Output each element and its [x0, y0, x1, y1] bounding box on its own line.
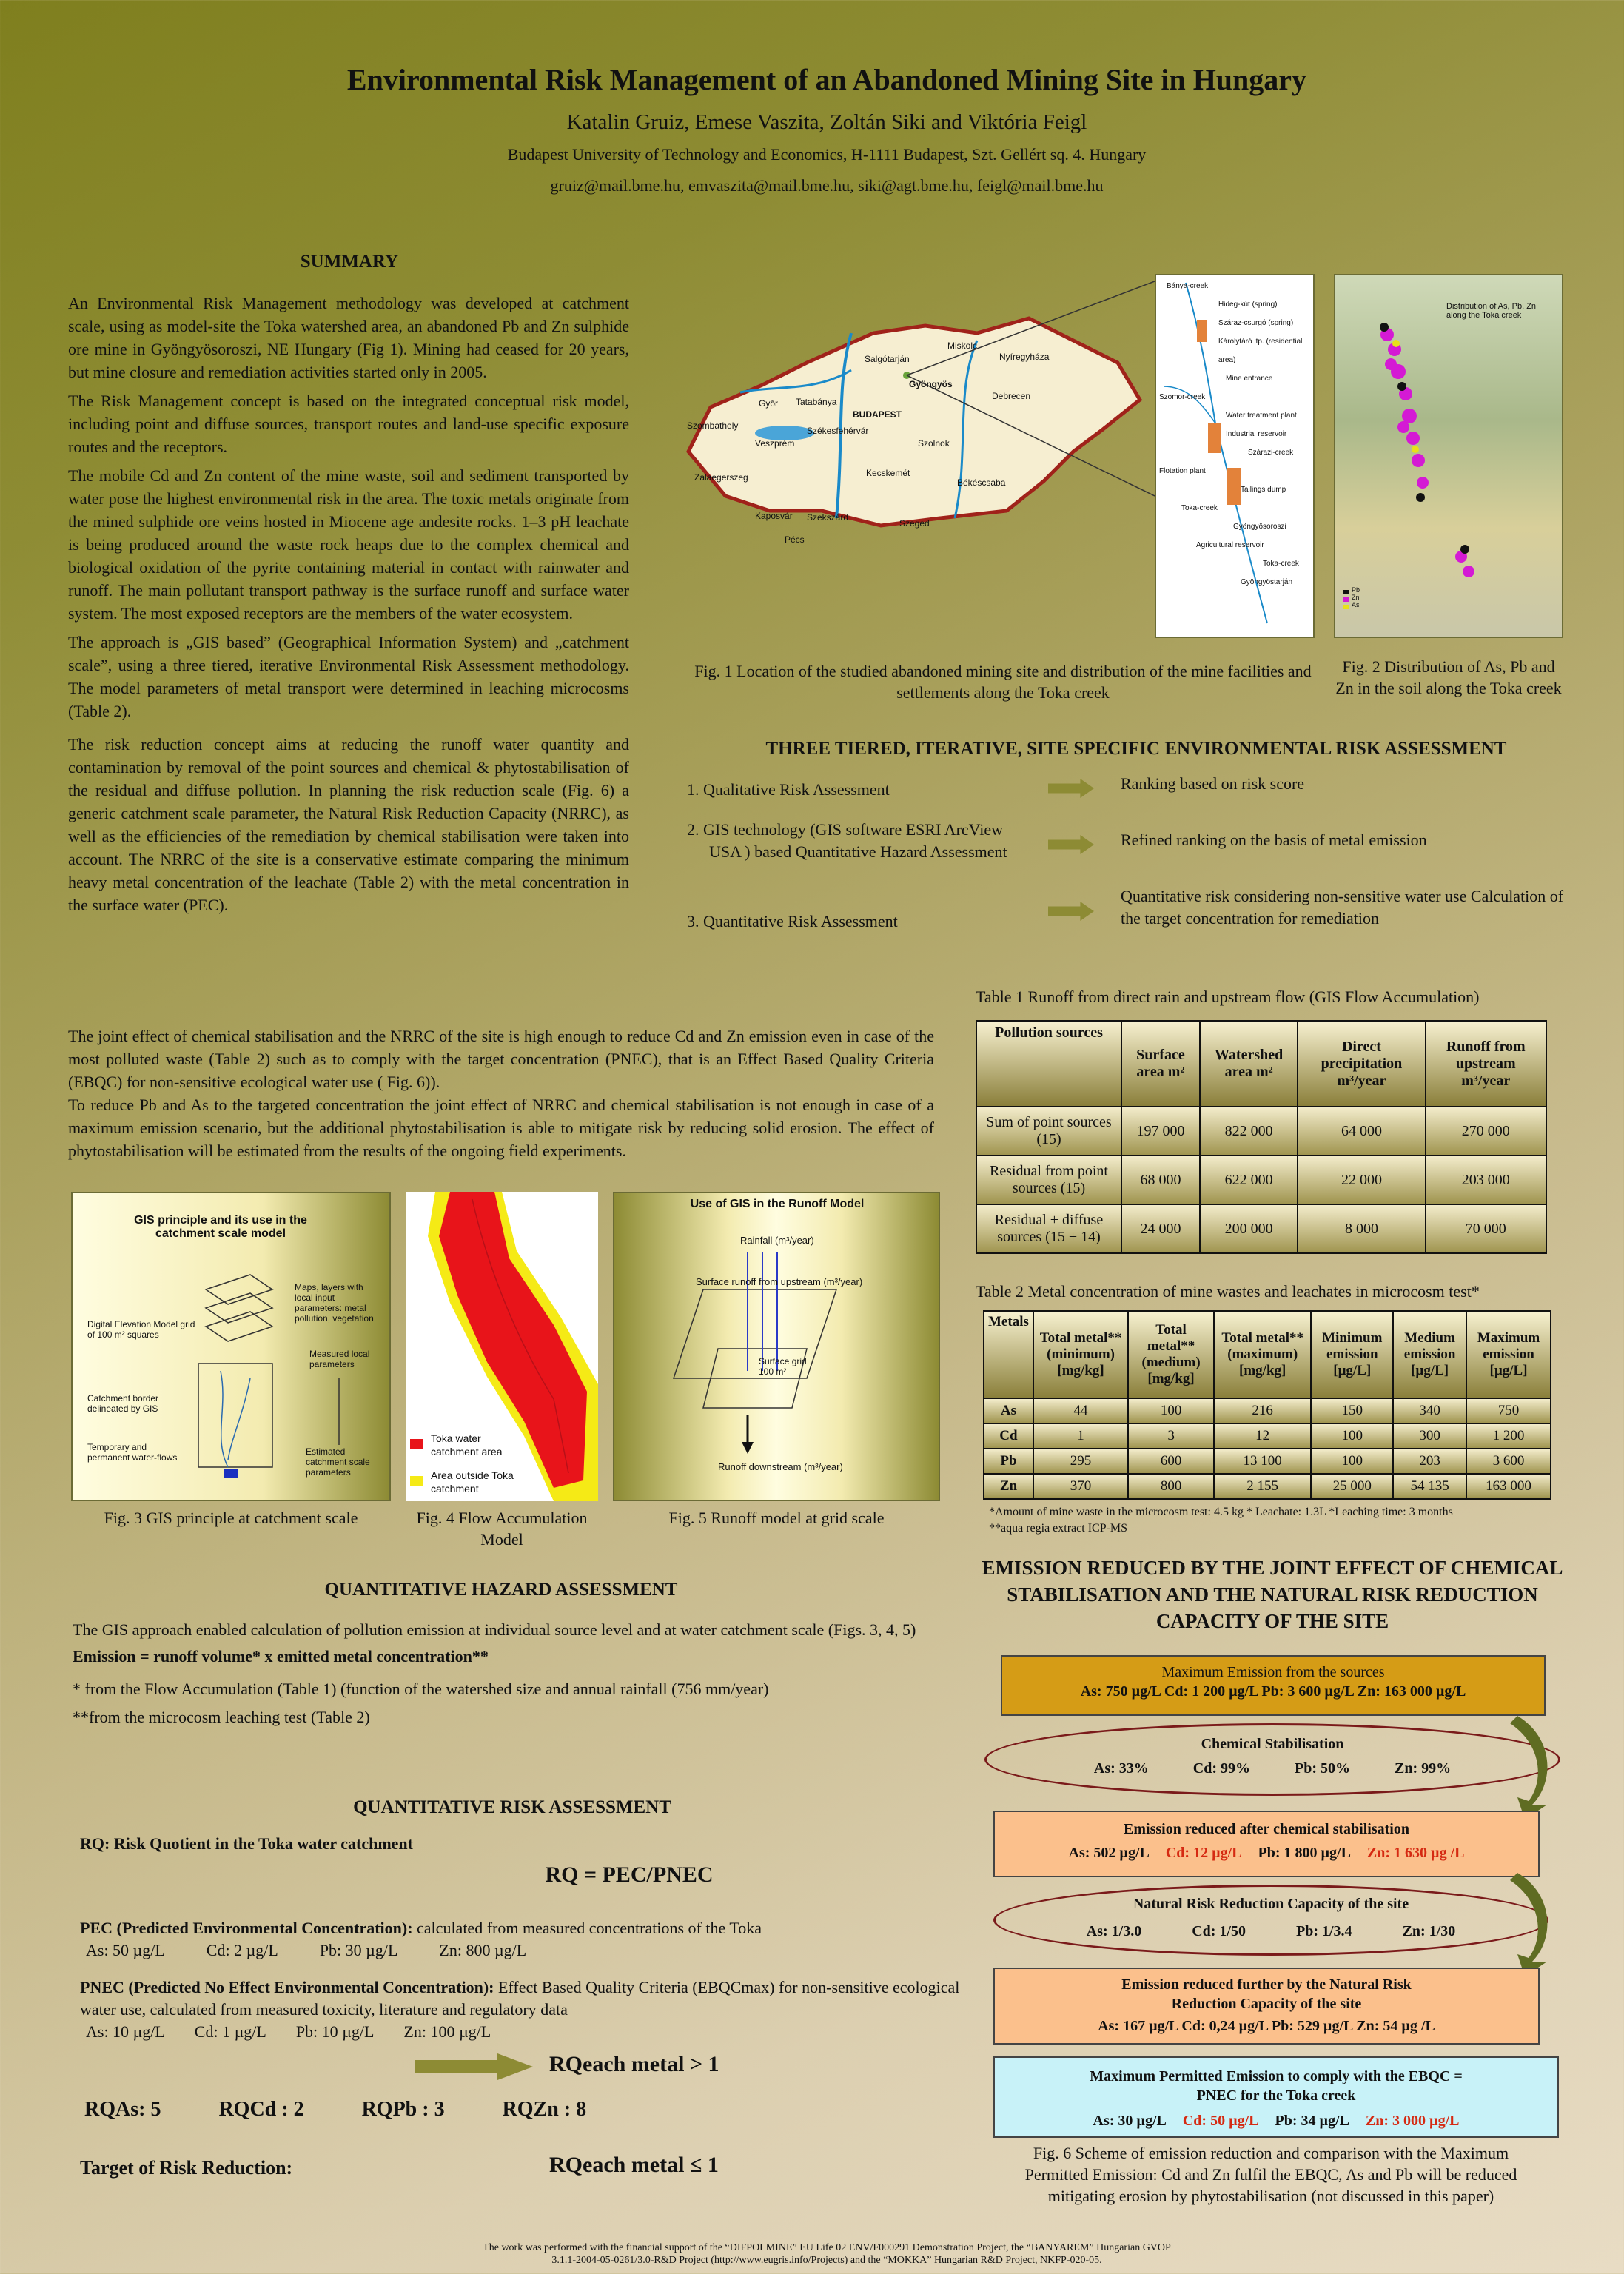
arrow-icon — [1048, 835, 1094, 854]
table-cell: 3 — [1128, 1423, 1214, 1449]
pec-value: Cd: 2 µg/L — [206, 1941, 278, 1959]
creek-label: Szomor-creek — [1159, 393, 1206, 401]
table-row — [984, 1474, 1551, 1499]
box-values: As: 750 µg/L Cd: 1 200 µg/L Pb: 3 600 µg/L Zn: 163 000 µg/L — [1080, 1683, 1466, 1700]
table-row — [984, 1398, 1551, 1423]
hazard-heading: QUANTITATIVE HAZARD ASSESSMENT — [324, 1580, 678, 1600]
table-header: Total metal** (maximum) [mg/kg] — [1214, 1311, 1312, 1398]
table-cell: 1 200 — [1466, 1423, 1551, 1449]
fig3-label: Measured local parameters — [309, 1349, 370, 1369]
chem-value: Zn: 99% — [1395, 1760, 1452, 1777]
box-title: Emission reduced after chemical stabilisation — [1124, 1821, 1409, 1837]
table-cell: 3 600 — [1466, 1449, 1551, 1474]
tier-step: 1. Qualitative Risk Assessment — [687, 780, 890, 799]
summary-heading: SUMMARY — [300, 252, 399, 272]
map-label: Szolnok — [918, 438, 950, 449]
max-emission-box — [1001, 1655, 1546, 1716]
creek-label: Tailings dump — [1241, 486, 1286, 494]
fig3-title: GIS principle and its use in the catchment scale model — [134, 1214, 307, 1240]
tier-result: Refined ranking on the basis of metal emission — [1121, 831, 1427, 849]
nrrc-value: Cd: 1/50 — [1192, 1923, 1246, 1939]
rq-value: RQAs: 5 — [84, 2098, 161, 2121]
table-cell: 295 — [1033, 1449, 1128, 1474]
tier-result: Quantitative risk considering non-sensitive water use Calculation of the target concentration for remediation — [1121, 887, 1564, 928]
fig2-caption: Fig. 2 Distribution of As, Pb and Zn in the soil along the Toka creek — [1335, 657, 1562, 697]
table-cell: 203 — [1393, 1449, 1466, 1474]
table-cell: 1 — [1033, 1423, 1128, 1449]
pnec-label: PNEC (Predicted No Effect Environmental Concentration): — [80, 1978, 494, 1996]
runoff-model-figure — [613, 1192, 940, 1501]
rq-value: RQZn : 8 — [502, 2098, 587, 2121]
header — [0, 62, 1624, 195]
tier-result: Ranking based on risk score — [1121, 774, 1305, 793]
hazard-note: **from the microcosm leaching test (Table 2) — [73, 1708, 370, 1726]
chem-value: Pb: 50% — [1295, 1760, 1350, 1777]
table-cell: 370 — [1033, 1474, 1128, 1499]
summary-paragraph: To reduce Pb and As to the targeted concentration the joint effect of NRRC and chemical stabilisation is not enough in case of a maximum emission scenario, but the additional phytostabilisation is able to mitigate risk by reducing solid erosion. The effect of phytostabilisation will be estimated from the results of the ongoing field experiments. — [68, 1096, 934, 1160]
summary-paragraph: The risk reduction concept aims at reducing the runoff water quantity and contamination by removal of the point sources and chemical & phytostabilisation of the residual and diffuse pollution. In planning the risk reduction scale (Fig. 6) a generic catchment scale parameter, the Natural Risk Reduction Capacity (NRRC), as well as the efficiencies of the remediation by chemical stabilisation were taken into account. The NRRC of the site is a conservative estimate comparing the minimum heavy metal concentration of the leachate (Table 2) with the metal concentration in the surface water (PEC). — [68, 735, 629, 914]
pec-text: calculated from measured concentrations of the Toka — [412, 1919, 762, 1937]
table2 — [983, 1310, 1551, 1500]
nrrc-value: As: 1/3.0 — [1086, 1923, 1142, 1939]
rq-each-metal: RQeach metal > 1 — [549, 2052, 719, 2076]
map-label: Gyöngyös — [909, 379, 953, 389]
footer — [0, 2241, 1624, 2267]
table1 — [976, 1020, 1547, 1254]
map-label: Szeged — [899, 518, 930, 529]
table-cell: Residual from point sources (15) — [976, 1156, 1121, 1204]
table-cell: As — [984, 1398, 1033, 1423]
pec-value: Zn: 800 µg/L — [439, 1941, 527, 1959]
creek-label: Károlytáró ltp. (residential area) — [1218, 338, 1303, 364]
legend-item: Pb — [1352, 586, 1360, 594]
after-value: As: 502 µg/L — [1068, 1845, 1150, 1861]
fig1-caption: Fig. 1 Location of the studied abandoned mining site and distribution of the mine facilities and settlements along the Toka creek — [694, 662, 1312, 702]
map-label: Kecskemét — [866, 468, 910, 478]
creek-label: Hideg-kút (spring) — [1218, 301, 1278, 309]
table-note: *Amount of mine waste in the microcosm test: 4.5 kg * Leachate: 1.3L *Leaching time: 3 months — [989, 1506, 1453, 1518]
arrow-icon — [1048, 902, 1094, 921]
table-cell: 200 000 — [1200, 1204, 1298, 1253]
mpe-value: Pb: 34 µg/L — [1275, 2113, 1349, 2129]
box-title: Maximum Emission from the sources — [1161, 1664, 1385, 1680]
pnec-value: As: 10 µg/L — [86, 2022, 165, 2041]
pnec-value: Cd: 1 µg/L — [194, 2022, 266, 2041]
table-cell: 24 000 — [1121, 1204, 1200, 1253]
fig5-label: Surface runoff from upstream (m³/year) — [696, 1276, 863, 1287]
table-cell: 300 — [1393, 1423, 1466, 1449]
legend-item: Toka water catchment area — [431, 1432, 503, 1458]
summary-paragraph: The approach is „GIS based” (Geographical Information System) and „catchment scale”, using a three tiered, iterative Environmental Risk Assessment methodology. The model parameters of metal transport were determined in leaching microcosms (Table 2). — [68, 633, 629, 720]
table-cell: 54 135 — [1393, 1474, 1466, 1499]
map-label: Székesfehérvár — [807, 426, 869, 436]
creek-label: Water treatment plant — [1226, 412, 1297, 420]
pec-value: As: 50 µg/L — [86, 1941, 165, 1959]
fig2-legend — [1352, 586, 1360, 608]
flow-accumulation-figure — [406, 1192, 598, 1501]
summary-paragraph: The joint effect of chemical stabilisation and the NRRC of the site is high enough to reduce Cd and Zn emission even in case of the most polluted waste (Table 2) such as to comply with the target concentration (PNEC), that is an Effect Based Quality Criteria (EBQC) for non-sensitive ecological water use ( Fig. 6)). — [68, 1027, 934, 1091]
box-values — [995, 2111, 1557, 2130]
creek-label: Toka-creek — [1181, 504, 1218, 512]
pec-values — [80, 1939, 983, 1962]
table-row — [976, 1156, 1546, 1204]
fig5-title: Use of GIS in the Runoff Model — [690, 1198, 865, 1210]
fig3-label: Estimated catchment scale parameters — [306, 1446, 370, 1478]
map-label: Kaposvár — [755, 511, 793, 521]
table-cell: Pb — [984, 1449, 1033, 1474]
table-cell: 25 000 — [1311, 1474, 1393, 1499]
table-header-row — [984, 1311, 1551, 1398]
table-header: Runoff from upstream m³/year — [1426, 1021, 1547, 1107]
table-header: Direct precipitation m³/year — [1298, 1021, 1425, 1107]
creek-label: Gyöngyösoroszi — [1233, 523, 1286, 531]
map-label: Salgótarján — [865, 354, 910, 364]
fig5-label: Runoff downstream (m³/year) — [718, 1461, 843, 1472]
table-cell: 216 — [1214, 1398, 1312, 1423]
box-title: Natural Risk Reduction Capacity of the site — [1133, 1896, 1409, 1912]
tiered-heading: THREE TIERED, ITERATIVE, SITE SPECIFIC ENVIRONMENTAL RISK ASSESSMENT — [765, 739, 1507, 759]
nrrc-value: Pb: 1/3.4 — [1296, 1923, 1352, 1939]
creek-map — [1155, 274, 1315, 638]
pnec-value: Pb: 10 µg/L — [295, 2022, 375, 2041]
risk-heading: QUANTITATIVE RISK ASSESSMENT — [353, 1797, 671, 1817]
pec-value: Pb: 30 µg/L — [319, 1941, 398, 1959]
mpe-value: As: 30 µg/L — [1093, 2113, 1167, 2129]
tier-step: 2. GIS technology (GIS software ESRI ArcView USA ) based Quantitative Hazard Assessment — [687, 820, 1007, 861]
table-note: **aqua regia extract ICP-MS — [989, 1522, 1128, 1535]
table-cell: 68 000 — [1121, 1156, 1200, 1204]
table-header: Pollution sources — [976, 1021, 1121, 1107]
summary-paragraph: The mobile Cd and Zn content of the mine waste, soil and sediment transported by water pose the highest environmental risk in the area. The toxic metals originate from the mined sulphide ore veins hosted in Miocene age andesite rocks. 1–3 pH leachate is being produced around the waste rock heaps due to the complex chemical and biological oxidation of the pyrite containing material in contact with rainwater and runoff. The main pollutant transport pathway is the surface runoff and surface water system. The most exposed receptors are the members of the water ecosystem. — [68, 466, 629, 623]
rq-value: RQPb : 3 — [361, 2098, 445, 2121]
table-row — [984, 1423, 1551, 1449]
summary-body — [68, 292, 629, 922]
table-cell: 203 000 — [1426, 1156, 1547, 1204]
tier-step: 3. Quantitative Risk Assessment — [687, 912, 898, 930]
map-label: Szombathely — [687, 420, 739, 431]
hazard-note: * from the Flow Accumulation (Table 1) (function of the watershed size and annual rainfall (756 mm/year) — [73, 1680, 769, 1698]
target-label: Target of Risk Reduction: — [80, 2157, 293, 2179]
table-cell: 622 000 — [1200, 1156, 1298, 1204]
table-header: Maximum emission [µg/L] — [1466, 1311, 1551, 1398]
rq-label: RQ: Risk Quotient in the Toka water catchment — [80, 1834, 413, 1853]
fig4-caption: Fig. 4 Flow Accumulation Model — [416, 1509, 588, 1549]
table-cell: 800 — [1128, 1474, 1214, 1499]
rq-formula: RQ = PEC/PNEC — [545, 1862, 714, 1887]
chemical-stabilisation-ellipse — [984, 1723, 1560, 1796]
table2-caption: Table 2 Metal concentration of mine wastes and leachates in microcosm test* — [976, 1282, 1480, 1301]
box-values — [995, 1843, 1538, 1862]
hungary-map — [659, 274, 1155, 555]
creek-label: Industrial reservoir — [1226, 430, 1287, 438]
table-cell: Cd — [984, 1423, 1033, 1449]
pec-label: PEC (Predicted Environmental Concentration): — [80, 1919, 413, 1937]
footer-line: 3.1.1-2004-05-0261/3.0-R&D Project (http://www.eugris.info/Projects) and the “MOKKA” Hungarian R&D Project, NKFP-020-05. — [551, 2255, 1102, 2266]
hazard-body — [73, 1618, 976, 1729]
pnec-values — [80, 2021, 961, 2043]
creek-label: Mine entrance — [1226, 375, 1273, 383]
creek-label: Toka-creek — [1263, 560, 1299, 568]
table-cell: 270 000 — [1426, 1107, 1547, 1156]
map-label: Miskolc — [947, 341, 978, 351]
box-title: Chemical Stabilisation — [1201, 1736, 1344, 1752]
fig6-caption: Fig. 6 Scheme of emission reduction and comparison with the Maximum Permitted Emission: Cd and Zn fulfil the EBQC, As and Pb will be reduced mitigating erosion by phytostabilisation (not discussed in this paper) — [1024, 2144, 1517, 2205]
summary-paragraph: The Risk Management concept is based on the integrated conceptual risk model, including point and diffuse sources, transport routes and land-use specific exposure routes and the receptors. — [68, 392, 629, 456]
footer-line: The work was performed with the financial support of the “DIFPOLMINE” EU Life 02 ENV/F000291 Demonstration Project, the “BANYAREM” Hungarian GVOP — [483, 2242, 1171, 2253]
legend-item: As — [1352, 601, 1360, 608]
table-cell: 163 000 — [1466, 1474, 1551, 1499]
map-label: Tatabánya — [796, 397, 837, 407]
after-chemical-box — [993, 1811, 1540, 1877]
map-label: BUDAPEST — [853, 409, 902, 420]
map-label: Győr — [759, 398, 779, 409]
after-value: Zn: 1 630 µg /L — [1366, 1845, 1465, 1861]
creek-label: Szárazi-creek — [1248, 449, 1294, 457]
map-label: Zalaegerszeg — [694, 472, 748, 483]
table-header: Surface area m² — [1121, 1021, 1200, 1107]
table1-caption: Table 1 Runoff from direct rain and upstream flow (GIS Flow Accumulation) — [976, 987, 1480, 1006]
target-value: RQeach metal ≤ 1 — [549, 2153, 719, 2177]
table-cell: 100 — [1128, 1398, 1214, 1423]
curved-arrow-icon — [1510, 1873, 1562, 1976]
table-cell: Zn — [984, 1474, 1033, 1499]
fig3-caption: Fig. 3 GIS principle at catchment scale — [104, 1509, 358, 1527]
creek-label: Gyöngyöstarján — [1241, 578, 1293, 586]
mpe-value: Zn: 3 000 µg/L — [1365, 2113, 1460, 2129]
table-row — [984, 1449, 1551, 1474]
after-value: Pb: 1 800 µg/L — [1258, 1845, 1351, 1861]
table-header: Medium emission [µg/L] — [1393, 1311, 1466, 1398]
fig5-label: Rainfall (m³/year) — [740, 1235, 814, 1246]
fig3-label: Temporary and permanent water-flows — [87, 1442, 178, 1463]
summary-body-wide — [68, 1024, 934, 1162]
table-cell: 100 — [1311, 1423, 1393, 1449]
fig3-label: Maps, layers with local input parameters: metal pollution, vegetation — [295, 1282, 374, 1324]
table-header: Minimum emission [µg/L] — [1311, 1311, 1393, 1398]
creek-label: Agricultural reservoir — [1196, 541, 1264, 549]
legend-item: Zn — [1352, 594, 1360, 601]
rq-value: RQCd : 2 — [218, 2098, 304, 2121]
map-label: Szekszárd — [807, 512, 849, 523]
table-cell: 750 — [1466, 1398, 1551, 1423]
after-value: Cd: 12 µg/L — [1165, 1845, 1242, 1861]
map-label: Debrecen — [992, 391, 1031, 401]
pnec-block — [80, 1976, 961, 2043]
creek-label: Bánya-creek — [1167, 282, 1209, 290]
pnec-text: Effect Based Quality Criteria (EBQCmax) for non-sensitive ecological water use, calculated from measured toxicity, literature and regulatory data — [80, 1978, 960, 2019]
box-values: As: 167 µg/L Cd: 0,24 µg/L Pb: 529 µg/L Zn: 54 µg /L — [1098, 2018, 1435, 2034]
map-label: Nyíregyháza — [999, 352, 1050, 362]
table-cell: Sum of point sources (15) — [976, 1107, 1121, 1156]
table-header: Total metal** (medium) [mg/kg] — [1128, 1311, 1214, 1398]
table-cell: 8 000 — [1298, 1204, 1425, 1253]
fig5-label: Surface grid 100 m² — [759, 1356, 807, 1377]
nrrc-ellipse — [993, 1885, 1548, 1956]
emission-formula: Emission = runoff volume* x emitted metal concentration** — [73, 1647, 489, 1666]
chem-value: As: 33% — [1093, 1760, 1149, 1777]
table-cell: 197 000 — [1121, 1107, 1200, 1156]
pec-block — [80, 1917, 983, 1962]
box-title: Maximum Permitted Emission to comply with the EBQC = PNEC for the Toka creek — [1090, 2068, 1463, 2104]
table-cell: 12 — [1214, 1423, 1312, 1449]
distribution-map — [1334, 274, 1563, 638]
table-header: Watershed area m² — [1200, 1021, 1298, 1107]
rq-values — [84, 2098, 647, 2122]
nrrc-value: Zn: 1/30 — [1402, 1923, 1456, 1939]
table2-notes — [989, 1504, 1453, 1537]
creek-labels — [1159, 277, 1312, 591]
table-cell: 600 — [1128, 1449, 1214, 1474]
table-header: Total metal** (minimum) [mg/kg] — [1033, 1311, 1128, 1398]
table-cell: 822 000 — [1200, 1107, 1298, 1156]
table-cell: Residual + diffuse sources (15 + 14) — [976, 1204, 1121, 1253]
table-cell: 70 000 — [1426, 1204, 1547, 1253]
table-cell: 22 000 — [1298, 1156, 1425, 1204]
arrow-icon — [1048, 779, 1094, 798]
creek-label: Száraz-csurgó (spring) — [1218, 319, 1294, 327]
fig2-map-title: Distribution of As, Pb, Zn along the Toka creek — [1446, 302, 1537, 320]
legend-item: Area outside Toka catchment — [431, 1469, 514, 1495]
pnec-value: Zn: 100 µg/L — [403, 2022, 491, 2041]
table-cell: 13 100 — [1214, 1449, 1312, 1474]
authors: Katalin Gruiz, Emese Vaszita, Zoltán Siki and Viktória Feigl — [566, 110, 1087, 134]
table-row — [976, 1107, 1546, 1156]
table-cell: 100 — [1311, 1449, 1393, 1474]
summary-paragraph: An Environmental Risk Management methodology was developed at catchment scale, using as model-site the Toka watershed area, an abandoned Pb and Zn sulphide ore mine in Gyöngyösoroszi, NE Hungary (Fig 1). Mining had ceased for 20 years, but mine closure and remediation activities started only in 2005. — [68, 294, 629, 381]
table-row — [976, 1204, 1546, 1253]
affiliation: Budapest University of Technology and Economics, H-1111 Budapest, Szt. Gellért sq. 4. Hungary — [507, 145, 1147, 164]
table-cell: 64 000 — [1298, 1107, 1425, 1156]
gis-principle-figure — [71, 1192, 391, 1501]
table-header-row — [976, 1021, 1546, 1107]
mpe-value: Cd: 50 µg/L — [1182, 2113, 1259, 2129]
box-values — [987, 1760, 1558, 1777]
map-label: Veszprém — [755, 438, 795, 449]
box-values — [996, 1923, 1546, 1940]
chem-value: Cd: 99% — [1192, 1760, 1250, 1777]
poster-title: Environmental Risk Management of an Abandoned Mining Site in Hungary — [346, 63, 1307, 96]
hazard-paragraph: The GIS approach enabled calculation of pollution emission at individual source level and at water catchment scale (Figs. 3, 4, 5) — [73, 1620, 916, 1639]
further-reduced-box — [993, 1968, 1540, 2045]
arrow-icon — [415, 2053, 533, 2080]
emission-heading: EMISSION REDUCED BY THE JOINT EFFECT OF CHEMICAL STABILISATION AND THE NATURAL RISK REDUCTION CAPACITY OF THE SITE — [982, 1557, 1563, 1632]
map-label: Pécs — [785, 534, 805, 545]
box-title: Emission reduced further by the Natural Risk Reduction Capacity of the site — [1121, 1976, 1412, 2012]
max-permitted-box — [993, 2056, 1559, 2138]
curved-arrow-icon — [1510, 1716, 1562, 1819]
table-cell: 44 — [1033, 1398, 1128, 1423]
table-cell: 150 — [1311, 1398, 1393, 1423]
emails: gruiz@mail.bme.hu, emvaszita@mail.bme.hu, siki@agt.bme.hu, feigl@mail.bme.hu — [550, 176, 1104, 195]
map-label: Békéscsaba — [957, 477, 1006, 488]
table-cell: 2 155 — [1214, 1474, 1312, 1499]
fig3-label: Digital Elevation Model grid of 100 m² squares — [87, 1319, 195, 1340]
fig5-caption: Fig. 5 Runoff model at grid scale — [668, 1509, 885, 1527]
fig3-label: Catchment border delineated by GIS — [87, 1393, 159, 1414]
table-cell: 340 — [1393, 1398, 1466, 1423]
table-header: Metals — [984, 1311, 1033, 1398]
creek-label: Flotation plant — [1159, 467, 1206, 475]
